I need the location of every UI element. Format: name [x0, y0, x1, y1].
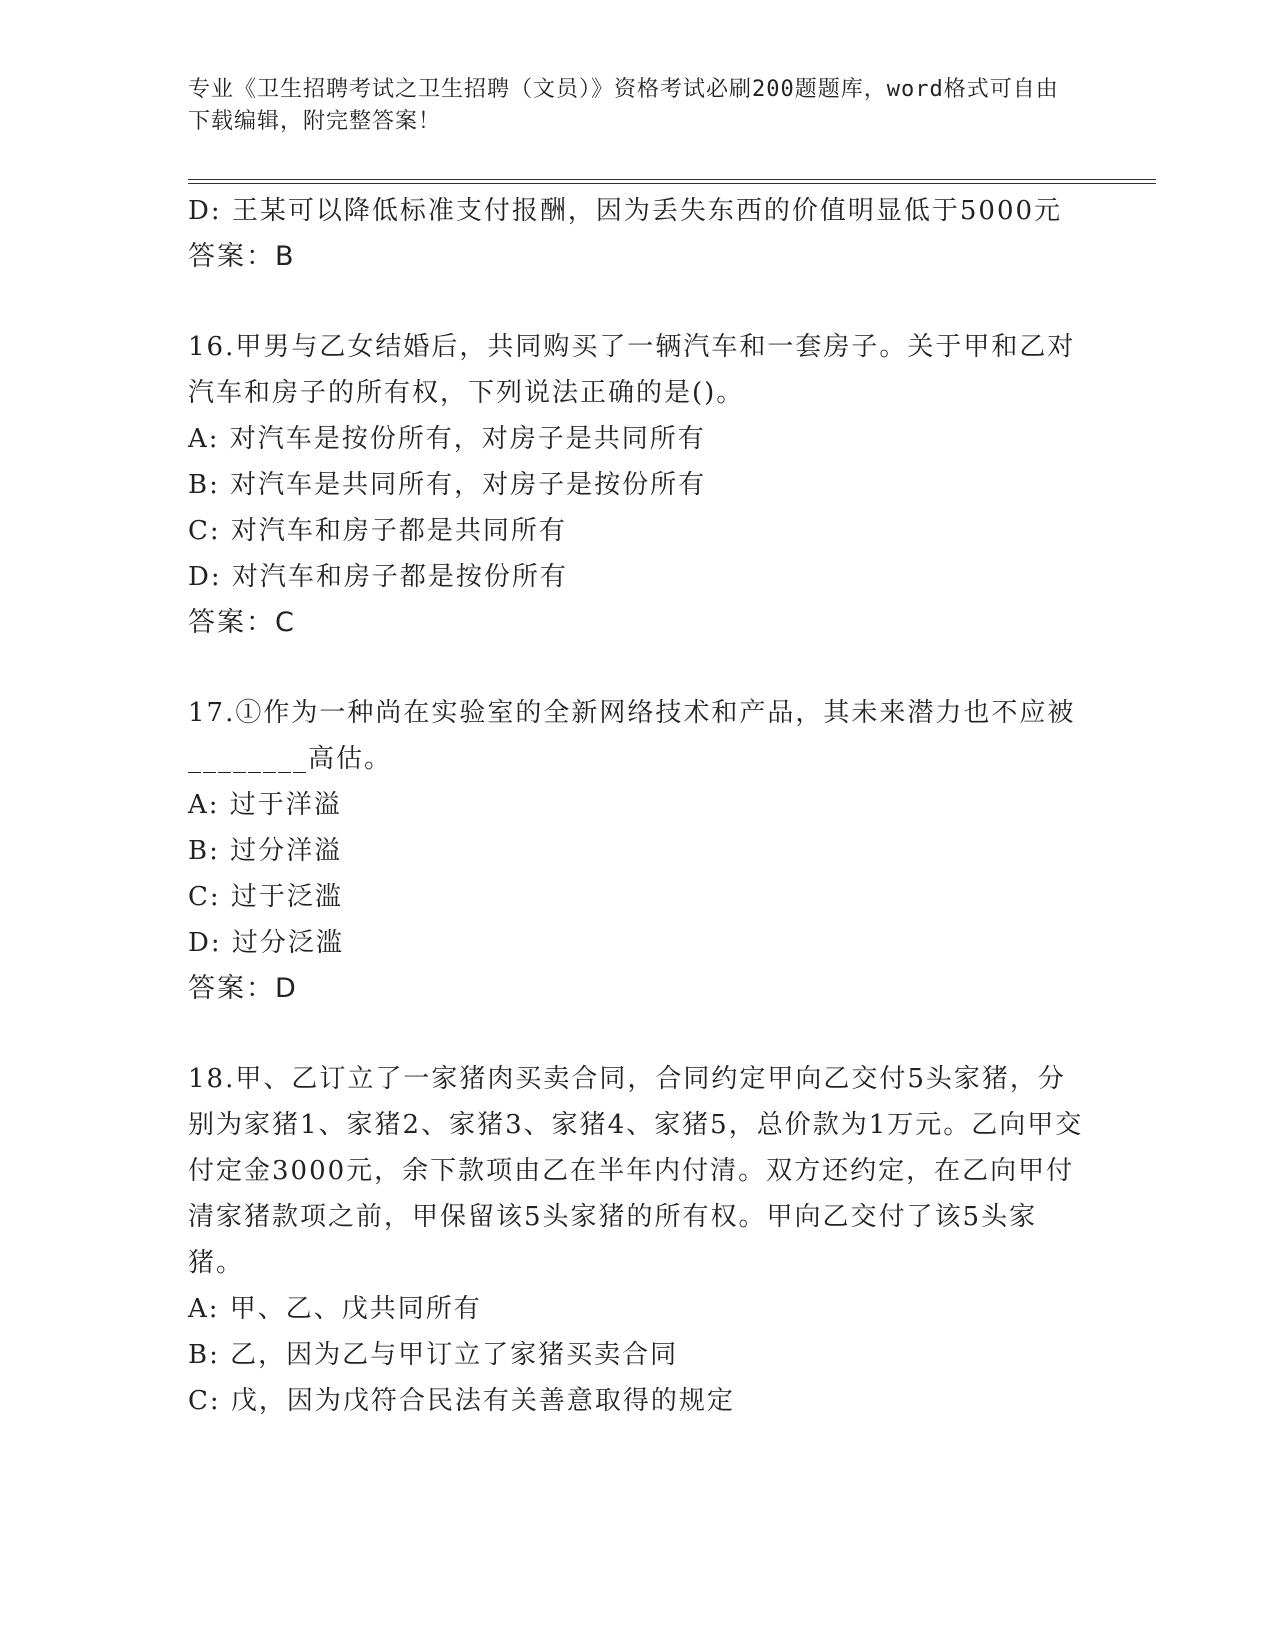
document-body [188, 188, 1088, 1424]
option-c: C: 对汽车和房子都是共同所有 [188, 516, 567, 546]
option-b: B: 乙，因为乙与甲订立了家猪买卖合同 [188, 1340, 679, 1370]
option-b: B: 过分洋溢 [188, 836, 343, 866]
document-header: 专业《卫生招聘考试之卫生招聘（文员）》资格考试必刷200题题库，word格式可自由下载编辑，附完整答案！ [188, 77, 1059, 134]
option-d: D: 王某可以降低标准支付报酬，因为丢失东西的价值明显低于5000元 [188, 196, 1063, 226]
header-rule-top [188, 179, 1156, 180]
answer-line: 答案：B [188, 241, 296, 272]
previous-question-fragment [188, 188, 1088, 280]
option-c: C: 戊，因为戊符合民法有关善意取得的规定 [188, 1386, 735, 1416]
question-18 [188, 1056, 1088, 1424]
option-a: A: 甲、乙、戊共同所有 [188, 1294, 482, 1324]
question-stem: 18.甲、乙订立了一家猪肉买卖合同，合同约定甲向乙交付5头家猪，分别为家猪1、家猪2、家猪3、家猪4、家猪5，总价款为1万元。乙向甲交付定金3000元，余下款项由乙在半年内付清。双方还约定，在乙向甲付清家猪款项之前，甲保留该5头家猪的所有权。甲向乙交付了该5头家猪。 [188, 1064, 1084, 1278]
question-16 [188, 324, 1088, 646]
option-d: D: 过分泛滥 [188, 928, 344, 958]
option-d: D: 对汽车和房子都是按份所有 [188, 562, 568, 592]
answer-line: 答案：C [188, 607, 296, 638]
option-a: A: 过于洋溢 [188, 790, 342, 820]
question-17 [188, 690, 1088, 1012]
answer-line: 答案：D [188, 973, 298, 1004]
option-c: C: 过于泛滥 [188, 882, 343, 912]
header-rule-bottom [188, 183, 1156, 184]
question-stem: 17.①作为一种尚在实验室的全新网络技术和产品，其未来潜力也不应被________高估。 [188, 698, 1076, 774]
option-b: B: 对汽车是共同所有，对房子是按份所有 [188, 470, 707, 500]
option-a: A: 对汽车是按份所有，对房子是共同所有 [188, 424, 706, 454]
question-stem: 16.甲男与乙女结婚后，共同购买了一辆汽车和一套房子。关于甲和乙对汽车和房子的所有权，下列说法正确的是()。 [188, 332, 1076, 408]
